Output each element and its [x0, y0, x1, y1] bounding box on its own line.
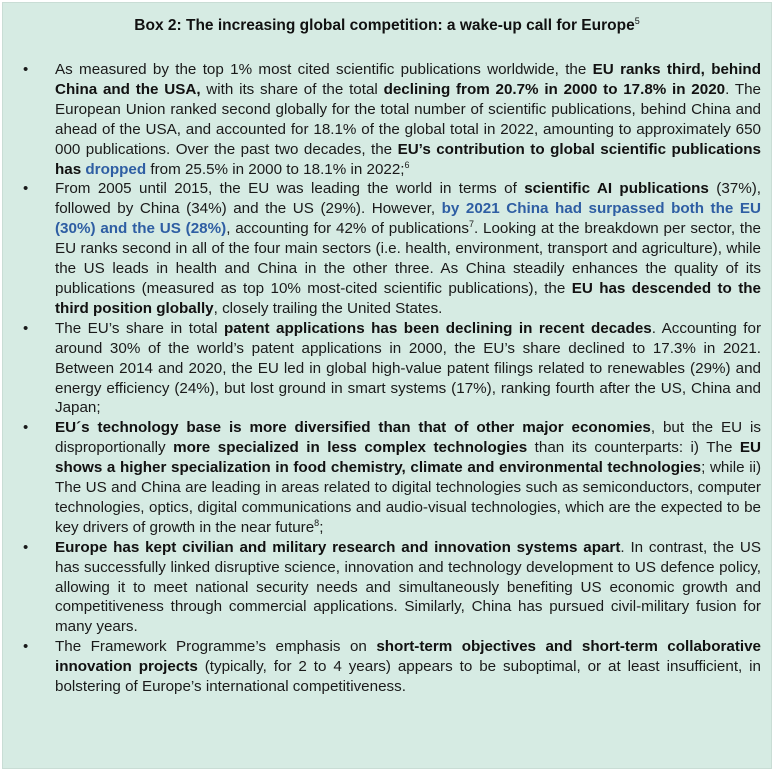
body-text: The EU’s share in total	[55, 319, 224, 337]
list-item	[3, 637, 773, 697]
list-item	[3, 60, 773, 179]
box-title	[3, 17, 771, 35]
emphasis-text: patent applications has been declining in recent decades	[223, 319, 652, 337]
body-text: The Framework Programme’s emphasis on	[55, 638, 377, 656]
bullet-icon: •	[23, 61, 29, 78]
body-text: ; while ii) The US and China are leading in areas related to digital technologies such as semiconductors, computer technologies, optics, digital communications and audio-visual technologies, which are the expected to be key drivers of growth in the near future	[55, 459, 761, 536]
list-item-text	[55, 61, 761, 178]
body-text: with its share of the total	[200, 80, 384, 98]
body-text: (37%), followed by China (34%) and the US (29%). However,	[55, 180, 761, 218]
highlight-text: by 2021 China had surpassed both the EU (30%) and the US (28%)	[55, 200, 761, 238]
footnote-marker: 7	[468, 219, 474, 230]
emphasis-text: EU´s technology base is more diversified than that of other major economies	[55, 419, 651, 437]
footnote-marker: 6	[404, 159, 410, 170]
emphasis-text: short-term objectives and short-term collaborative innovation projects	[55, 638, 761, 676]
bullet-icon: •	[23, 180, 29, 198]
body-text: than its counterparts: i) The	[527, 439, 740, 457]
body-text: , accounting for 42% of publications	[226, 220, 469, 238]
bullet-icon: •	[23, 419, 29, 437]
bullet-icon: •	[23, 538, 29, 556]
list-item-text	[55, 180, 761, 316]
emphasis-text: EU’s contribution to global scientific publications has	[55, 140, 761, 178]
body-text: . The European Union ranked second globally for the total number of scientific publications, behind China and ahead of the USA, and accounted for 18.1% of the global total in 2022, amounting to approximately 650 000 publications. Over the past two decades, the	[55, 80, 761, 158]
body-text: . Looking at the breakdown per sector, the EU ranks second in all of the four main sectors (i.e. health, environment, transport and agriculture), while the US leads in health and China in the other three. As China steadily enhances the quality of its publications (measured as top 10% most-cited scientific publications), the	[55, 220, 761, 297]
box-2-panel	[2, 2, 772, 769]
body-text: (typically, for 2 to 4 years) appears to be suboptimal, or at least insufficient, in bolstering of Europe’s international competitiveness.	[55, 658, 761, 696]
list-item	[3, 538, 773, 638]
bullet-list	[3, 60, 773, 697]
body-text: . Accounting for around 30% of the world’s patent applications in 2000, the EU’s share declined to 17.3% in 2021. Between 2014 and 2020, the EU led in global high-value patent filings related to renewables (29%) and energy efficiency (24%), but lost ground in smart systems (17%), ranking fourth after the US, China and Japan;	[55, 319, 762, 417]
emphasis-text: EU has descended to the third position globally	[55, 279, 761, 317]
body-text: From 2005 until 2015, the EU was leading the world in terms of	[55, 180, 525, 198]
footnote-marker: 5	[634, 16, 640, 26]
emphasis-text: Europe has kept civilian and military research and innovation systems apart	[55, 538, 621, 556]
list-item	[3, 319, 773, 419]
list-item	[3, 179, 773, 318]
bullet-icon: •	[23, 638, 29, 656]
emphasis-text: declining from 20.7% in 2000 to 17.8% in 2020	[383, 80, 726, 98]
list-item-text	[55, 320, 761, 417]
body-text: , closely trailing the United States.	[213, 299, 443, 317]
list-item-text	[55, 419, 761, 536]
body-text: As measured by the top 1% most cited scientific publications worldwide, the	[55, 61, 593, 78]
emphasis-text: EU ranks third, behind China and the USA,	[55, 61, 761, 98]
body-text: , but the EU is disproportionally	[55, 419, 761, 457]
body-text: . In contrast, the US has successfully linked disruptive science, innovation and technology development to US defence policy, allowing it to meet national security needs and simultaneously benefiting US economic growth and competitiveness through commercial applications. Similarly, China has pursued civil-military fusion for many years.	[55, 538, 761, 636]
emphasis-text: scientific AI publications	[524, 180, 709, 198]
list-item-text	[55, 638, 761, 695]
bullet-icon: •	[23, 319, 29, 337]
footnote-marker: 8	[314, 517, 320, 528]
emphasis-text: EU shows a higher specialization in food chemistry, climate and environmental technologies	[55, 439, 762, 477]
list-item	[3, 418, 773, 537]
list-item-text	[55, 539, 761, 636]
body-text: ;	[319, 518, 324, 536]
highlight-text: dropped	[85, 160, 147, 178]
box-title-text: Box 2: The increasing global competition: a wake-up call for Europe	[134, 17, 635, 34]
body-text: from 25.5% in 2000 to 18.1% in 2022;	[146, 160, 405, 178]
emphasis-text: more specialized in less complex technologies	[173, 439, 528, 457]
